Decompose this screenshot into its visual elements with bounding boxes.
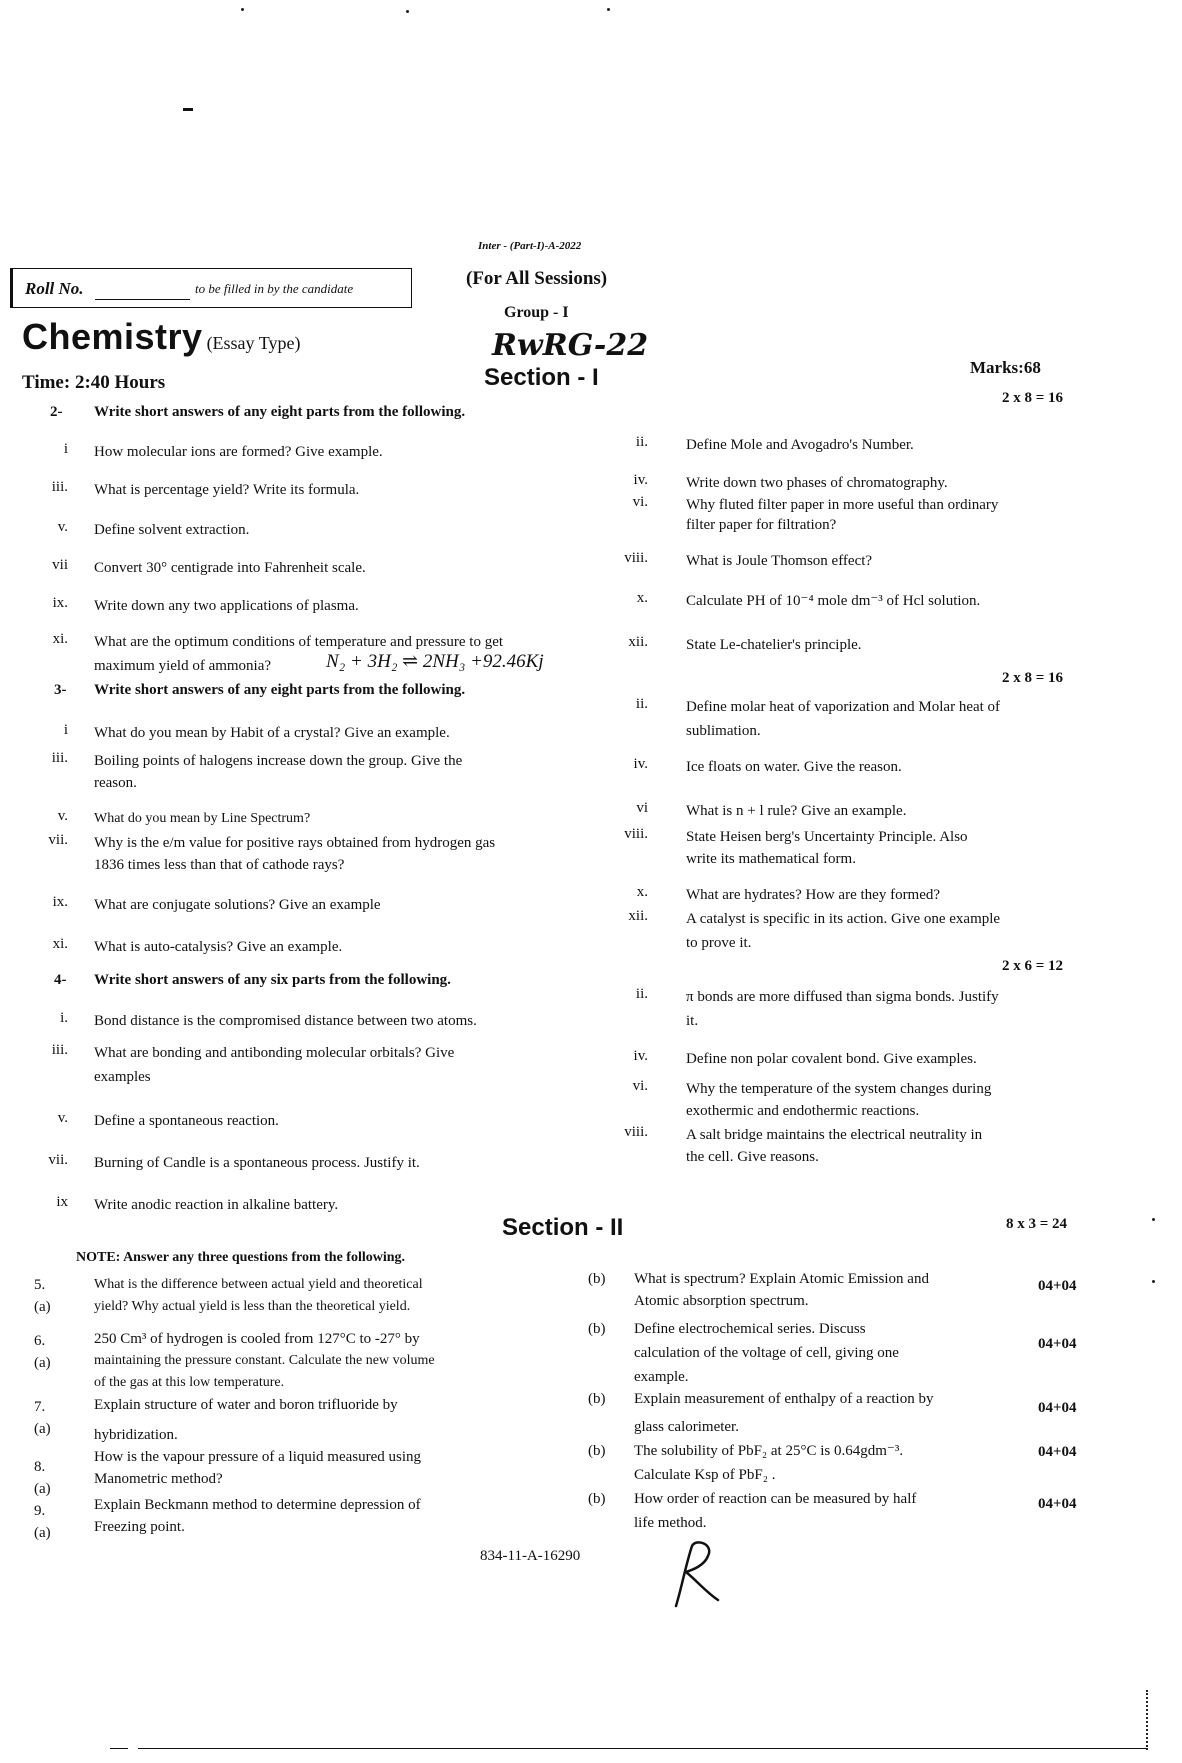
- roll-label: Roll No.: [25, 279, 84, 298]
- q2-marks: 2 x 8 = 16: [1002, 390, 1064, 406]
- q4-heading: Write short answers of any six parts from the following.: [94, 972, 451, 988]
- q3-number: 3-: [54, 682, 67, 698]
- speck: [183, 108, 193, 111]
- speck: [241, 8, 244, 11]
- group-label: Group - I: [504, 304, 569, 321]
- sessions-label: (For All Sessions): [466, 268, 608, 289]
- speck: [1152, 1218, 1155, 1221]
- section-two-title: Section - II: [502, 1214, 624, 1241]
- paper-code: Inter - (Part-I)-A-2022: [478, 240, 582, 252]
- total-marks: Marks:68: [970, 358, 1041, 377]
- paper-serial-code: 834-11-A-16290: [480, 1548, 581, 1564]
- bottom-rule: [138, 1748, 1148, 1749]
- q2-heading: Write short answers of any eight parts from the following.: [94, 404, 466, 420]
- q3-marks: 2 x 8 = 16: [1002, 670, 1064, 686]
- q4-number: 4-: [54, 972, 67, 988]
- speck: [406, 10, 409, 13]
- time-label: Time: 2:40 Hours: [22, 372, 166, 393]
- section-two-marks: 8 x 3 = 24: [1006, 1216, 1068, 1232]
- subject-heading: [22, 316, 300, 358]
- q4-marks: 2 x 6 = 12: [1002, 958, 1064, 974]
- roll-input-line[interactable]: [95, 299, 190, 300]
- q3-heading: Write short answers of any eight parts from the following.: [94, 682, 466, 698]
- handwritten-scribble: RwRG-22: [492, 328, 649, 363]
- speck: [607, 8, 610, 11]
- roll-number-box[interactable]: [10, 268, 412, 308]
- section-one-title: Section - I: [484, 364, 599, 391]
- edge-mark: [1140, 1690, 1148, 1750]
- ammonia-equation: N₂ + 3H₂ ⇌ 2NH₃ +92.46Kj: [326, 651, 544, 672]
- q2-number: 2-: [50, 404, 63, 420]
- section-two-note: NOTE: Answer any three questions from the following.: [76, 1250, 406, 1265]
- bottom-rule-dash: [110, 1748, 128, 1749]
- handwritten-initial-icon: [666, 1540, 726, 1610]
- exam-paper: Inter - (Part-I)-A-2022 (For All Sessions) Group - I RwRG-22 Roll No. to be filled in by the candidate Chemistry (Essay Type) Time: 2:40 Hours Section - I Marks:68 2 x 8 = 16 2- Write short answers of any eight parts from the following. i How molecular ions are formed? Give example. iii. What is percentage yield? Write its formula. v. Define solvent extraction. vii Convert 30° centigrade into Fahrenheit scale. ix. Write down any two applications of plasma. xi. What are the optimum conditions of temperature and pressure to get maximum yield of ammonia? N₂ + 3H₂ ⇌ 2NH₃ +92.46Kj ii. Define Mole and Avogadro's Number. iv. Write down two phases of chromatography. vi. Why fluted filter paper in more useful than ordinary filter paper for filtration? viii. What is Joule Thomson effect? x. Calculate PH of 10⁻⁴ mole dm⁻³ of Hcl solution. xii. State Le-chatelier's principle. 2 x 8 = 16 3- Write short answers of any eight parts from the following. i What do you mean by Habit of a crystal? Give an example. iii. Boiling points of halogens increase down the group. Give the reason. v. What do you mean by Line Spectrum? vii. Why is the e/m value for positive rays obtained from hydrogen gas 1836 times less than that of cathode rays? ix. What are conjugate solutions? Give an example xi. What is auto-catalysis? Give an example. ii. Define molar heat of vaporization and Molar heat of sublimation. iv. Ice floats on water. Give the reason. vi What is n + l rule? Give an example. viii. State Heisen berg's Uncertainty Principle. Also write its mathematical form. x. What are hydrates? How are they formed? xii. A catalyst is specific in its action. Give one example to prove it. 2 x 6 = 12 4- Write short answers of any six parts from the following. i. Bond distance is the compromised distance between two atoms. iii. What are bonding and antibonding molecular orbitals? Give examples v. Define a spontaneous reaction. vii. Burning of Candle is a spontaneous process. Justify it. ix Write anodic reaction in alkaline battery. ii. π bonds are more diffused than sigma bonds. Justify it. iv. Define non polar covalent bond. Give examples. vi. Why the temperature of the system changes during exothermic and endothermic reactions. viii. A salt bridge maintains the electrical neutrality in the cell. Give reasons. Section - II 8 x 3 = 24 NOTE: Answer any three questions from the following. 5.(a) What is the difference between actual yield and theoretical yield? Why actual yield is less than the theoretical yield. (b) What is spectrum? Explain Atomic Emission and Atomic absorption spectrum. 04+04 6.(a) 250 Cm³ of hydrogen is cooled from 127°C to -27° by maintaining the pressure constant. Calculate the new volume of the gas at this low temperature. (b) Define electrochemical series. Discuss calculation of the voltage of cell, giving one example. 04+04 7.(a) Explain structure of water and boron trifluoride by hybridization. (b) Explain measurement of enthalpy of a reaction by glass calorimeter. 04+04 8.(a) How is the vapour pressure of a liquid measured using Manometric method? (b) The solubility of PbF₂ at 25°C is 0.64gdm⁻³. Calculate Ksp of PbF₂ . 04+04 9.(a) Explain Beckmann method to determine depression of Freezing point. (b) How order of reaction can be measured by half life method. 04+04 834-11-A-16290: [0, 0, 1182, 1763]
- roll-note: to be filled in by the candidate: [195, 281, 354, 296]
- subject-type: (Essay Type): [206, 333, 301, 353]
- speck: [1152, 1280, 1155, 1283]
- subject-title: Chemistry: [22, 316, 203, 357]
